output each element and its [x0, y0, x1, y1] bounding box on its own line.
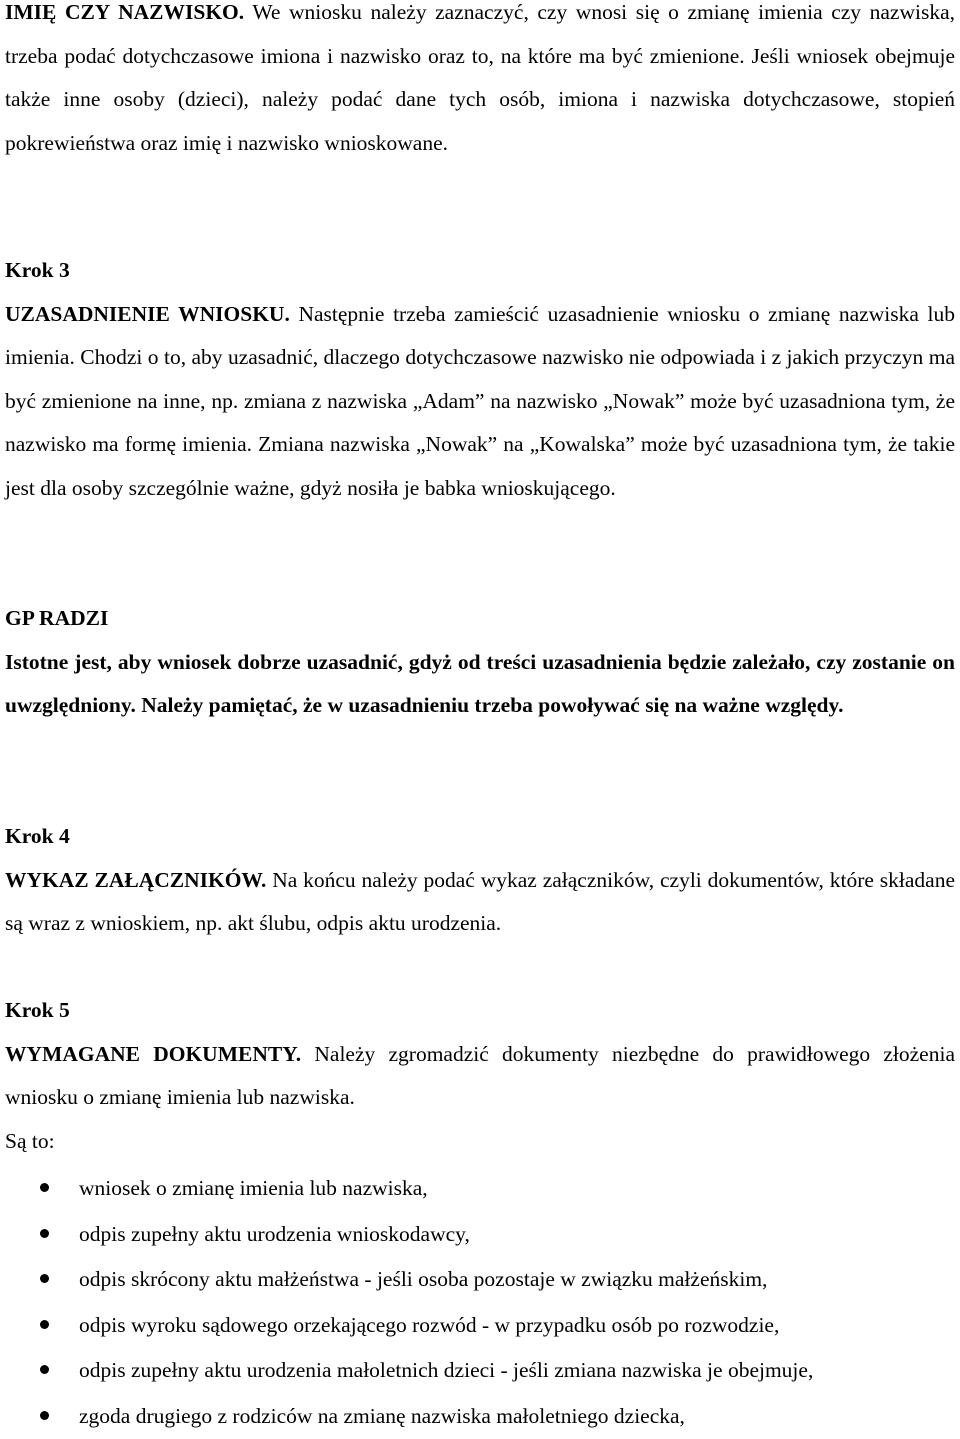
paragraph-wykaz: [5, 859, 955, 946]
list-item: [0, 1257, 960, 1303]
section-krok-3: [5, 249, 955, 510]
list-item: [0, 1166, 960, 1212]
text-uzasadnienie: Następnie trzeba zamieścić uzasadnienie wniosku o zmianę nazwiska lub imienia. Chodzi o to, aby uzasadnić, dlaczego dotychczasowe nazwisko nie odpowiada i z jakich przyczyn ma być zmienione na inne, np. zmiana z nazwiska „Adam” na nazwisko „Nowak” może być uzasadniona tym, że nazwisko ma formę imienia. Zmiana nazwiska „Nowak” na „Kowalska” może być uzasadniona tym, że takie jest dla osoby szczególnie ważne, gdyż nosiła je babka wnioskującego.: [5, 302, 955, 500]
list-item-text: odpis zupełny aktu urodzenia wnioskodawcy,: [79, 1222, 470, 1246]
section-krok-4: [5, 815, 955, 946]
list-item: [0, 1212, 960, 1258]
gp-radzi-title: GP RADZI: [5, 597, 955, 641]
text-wykaz: Na końcu należy podać wykaz załączników, czyli dokumentów, które składane są wraz z wnioskiem, np. akt ślubu, odpis aktu urodzenia.: [5, 868, 955, 936]
list-item: [0, 1394, 960, 1439]
list-item-text: odpis skrócony aktu małżeństwa - jeśli osoba pozostaje w związku małżeńskim,: [79, 1267, 767, 1291]
list-item-text: zgoda drugiego z rodziców na zmianę nazwiska małoletniego dziecka,: [79, 1404, 685, 1428]
list-item: [0, 1303, 960, 1349]
bullet-icon: [40, 1229, 49, 1238]
list-item-text: odpis zupełny aktu urodzenia małoletnich dzieci - jeśli zmiana nazwiska je obejmuje,: [79, 1358, 813, 1382]
list-item-text: odpis wyroku sądowego orzekającego rozwód - w przypadku osób po rozwodzie,: [79, 1313, 779, 1337]
heading-wykaz-zalacznikow: WYKAZ ZAŁĄCZNIKÓW.: [5, 868, 266, 892]
section-gp-radzi: [5, 597, 955, 728]
heading-uzasadnienie-wniosku: UZASADNIENIE WNIOSKU.: [5, 302, 290, 326]
section-krok-5: [5, 989, 955, 1163]
text-wymagane: Należy zgromadzić dokumenty niezbędne do prawidłowego złożenia wniosku o zmianę imienia lub nazwiska.: [5, 1042, 955, 1110]
bullet-icon: [40, 1183, 49, 1192]
step-label-krok-4: Krok 4: [5, 815, 955, 859]
list-item-text: wniosek o zmianę imienia lub nazwiska,: [79, 1176, 428, 1200]
text-imie: We wniosku należy zaznaczyć, czy wnosi się o zmianę imienia czy nazwiska, trzeba podać dotychczasowe imiona i nazwisko oraz to, na które ma być zmienione. Jeśli wniosek obejmuje także inne osoby (dzieci), należy podać dane tych osób, imiona i nazwiska dotychczasowe, stopień pokrewieństwa oraz imię i nazwisko wnioskowane.: [5, 0, 955, 155]
step-label-krok-5: Krok 5: [5, 989, 955, 1033]
list-item: [0, 1348, 960, 1394]
gp-radzi-text: Istotne jest, aby wniosek dobrze uzasadnić, gdyż od treści uzasadnienia będzie zależało, czy zostanie on uwzględniony. Należy pamiętać, że w uzasadnieniu trzeba powoływać się na ważne względy.: [5, 641, 955, 728]
step-label-krok-3: Krok 3: [5, 249, 955, 293]
bullet-icon: [40, 1320, 49, 1329]
paragraph-imie: [5, 0, 955, 165]
bullet-icon: [40, 1365, 49, 1374]
bullet-icon: [40, 1411, 49, 1420]
list-intro: Są to:: [5, 1120, 955, 1164]
heading-wymagane-dokumenty: WYMAGANE DOKUMENTY.: [5, 1042, 301, 1066]
documents-list: [0, 1166, 960, 1439]
paragraph-uzasadnienie: [5, 293, 955, 511]
heading-imie-czy-nazwisko: IMIĘ CZY NAZWISKO.: [5, 0, 244, 24]
paragraph-wymagane: [5, 1033, 955, 1120]
bullet-icon: [40, 1274, 49, 1283]
section-imie-czy-nazwisko: [5, 0, 955, 165]
